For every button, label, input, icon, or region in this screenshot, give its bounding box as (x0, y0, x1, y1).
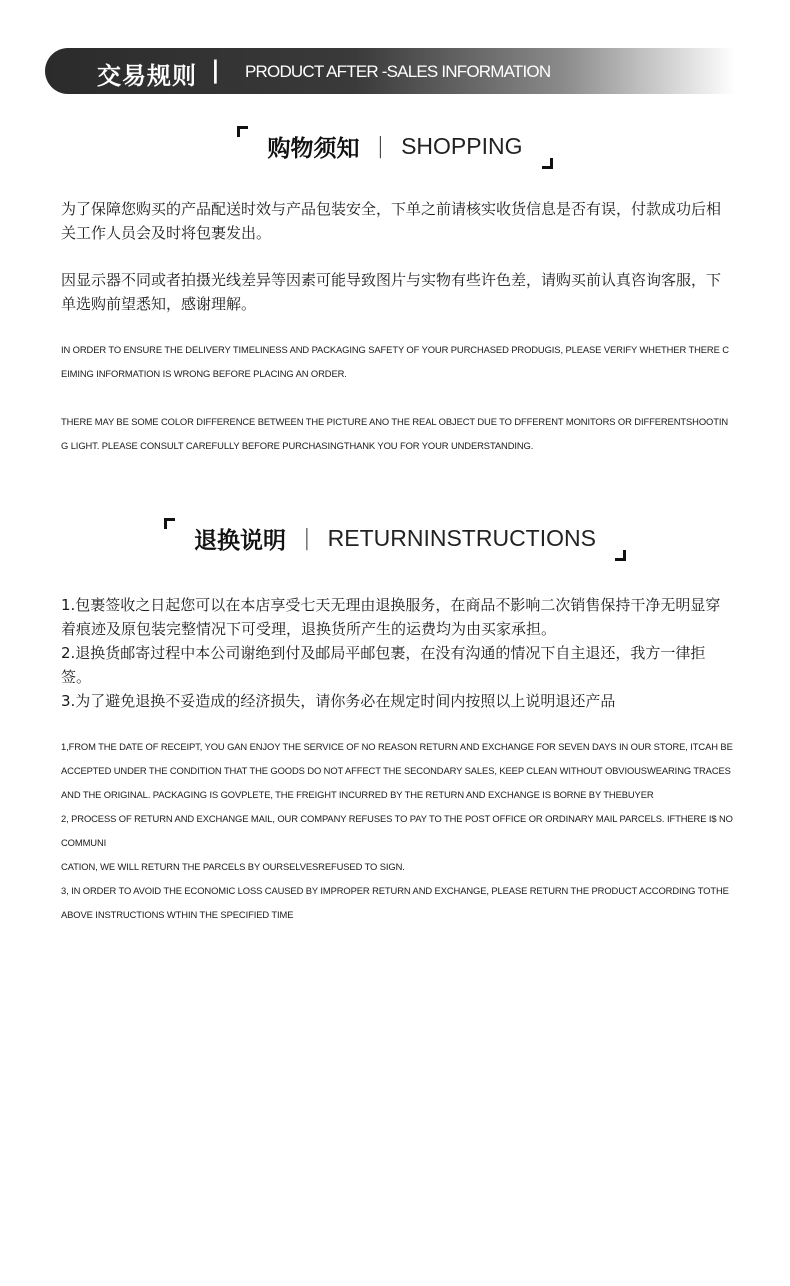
shopping-paragraph-en-2: THERE MAY BE SOME COLOR DIFFERENCE BETWEEN THE PICTURE ANO THE REAL OBJECT DUE TO DFFERENT MONITORS OR DIFFERENTSHOOTING LIGHT. PLEASE CONSULT CAREFULLY BEFORE PURCHASINGTHANK YOU FOR YOUR UNDERSTANDING. (61, 416, 729, 451)
returns-item-en-3: CATION, WE WILL RETURN THE PARCELS BY OURSELVESREFUSED TO SIGN. (61, 861, 405, 872)
returns-heading-en: RETURNINSTRUCTIONS (327, 525, 596, 551)
returns-item-en-4: 3, IN ORDER TO AVOID THE ECONOMIC LOSS CAUSED BY IMPROPER RETURN AND EXCHANGE, PLEASE RETURN THE PRODUCT ACCORDING TOTHE ABOVE INSTRUCTIONS WTHIN THE SPECIFIED TIME (61, 885, 729, 920)
returns-heading-cn: 退换说明 (194, 528, 287, 554)
shopping-heading-en: SHOPPING (401, 133, 523, 159)
returns-heading (0, 522, 790, 562)
banner-separator: | (211, 56, 220, 84)
returns-item-en-2: 2, PROCESS OF RETURN AND EXCHANGE MAIL, OUR COMPANY REFUSES TO PAY TO THE POST OFFICE OR ORDINARY MAIL PARCELS. IFTHERE I$ NO COMMUNI (61, 813, 733, 848)
shopping-paragraph-en-1: IN ORDER TO ENSURE THE DELIVERY TIMELINESS AND PACKAGING SAFETY OF YOUR PURCHASED PRODUGIS, PLEASE VERIFY WHETHER THERE CEIMING INFORMATION IS WRONG BEFORE PLACING AN ORDER. (61, 344, 729, 379)
section-banner (45, 48, 735, 94)
returns-item-cn-2: 2.退换货邮寄过程中本公司谢绝到付及邮局平邮包裹，在没有沟通的情况下自主退还，我方一律拒签。 (61, 644, 706, 686)
shopping-paragraph-cn-2: 因显示器不同或者拍摄光线差异等因素可能导致图片与实物有些许色差，请购买前认真咨询客服，下单选购前望悉知，感谢理解。 (61, 271, 722, 313)
shopping-heading-cn: 购物须知 (267, 136, 360, 162)
returns-item-cn-3: 3.为了避免退换不妥造成的经济损失，请你务必在规定时间内按照以上说明退还产品 (61, 692, 616, 710)
returns-item-en-1: 1,FROM THE DATE OF RECEIPT, YOU GAN ENJOY THE SERVICE OF NO REASON RETURN AND EXCHANGE FOR SEVEN DAYS IN OUR STORE, ITCAH BE ACCEPTED UNDER THE CONDITION THAT THE GOODS DO NOT AFFECT THE SECONDARY SALES, KEEP CLEAN WITHOUT OBVIOUSWEARING TRACES AND THE ORIGINAL. PACKAGING IS GOVPLETE, THE FREIGHT INCURRED BY THE RETURN AND EXCHANGE IS BORNE BY THEBUYER (61, 741, 733, 800)
shopping-paragraph-cn-1: 为了保障您购买的产品配送时效与产品包装安全，下单之前请核实收货信息是否有误，付款成功后相关工作人员会及时将包裹发出。 (61, 200, 722, 242)
corner-bracket-icon (542, 158, 553, 169)
corner-bracket-icon (164, 518, 175, 529)
corner-bracket-icon (237, 126, 248, 137)
banner-title-cn: 交易规则 (97, 62, 197, 90)
corner-bracket-icon (615, 550, 626, 561)
shopping-heading (0, 130, 790, 170)
banner-title-en: PRODUCT AFTER -SALES INFORMATION (245, 62, 551, 81)
returns-list-cn (61, 593, 733, 713)
returns-item-cn-1: 1.包裹签收之日起您可以在本店享受七天无理由退换服务，在商品不影响二次销售保持干净无明显穿着痕迹及原包装完整情况下可受理，退换货所产生的运费均为由买家承担。 (61, 596, 721, 638)
returns-list-en (61, 735, 733, 927)
heading-separator: | (303, 526, 311, 551)
heading-separator: | (376, 134, 384, 159)
